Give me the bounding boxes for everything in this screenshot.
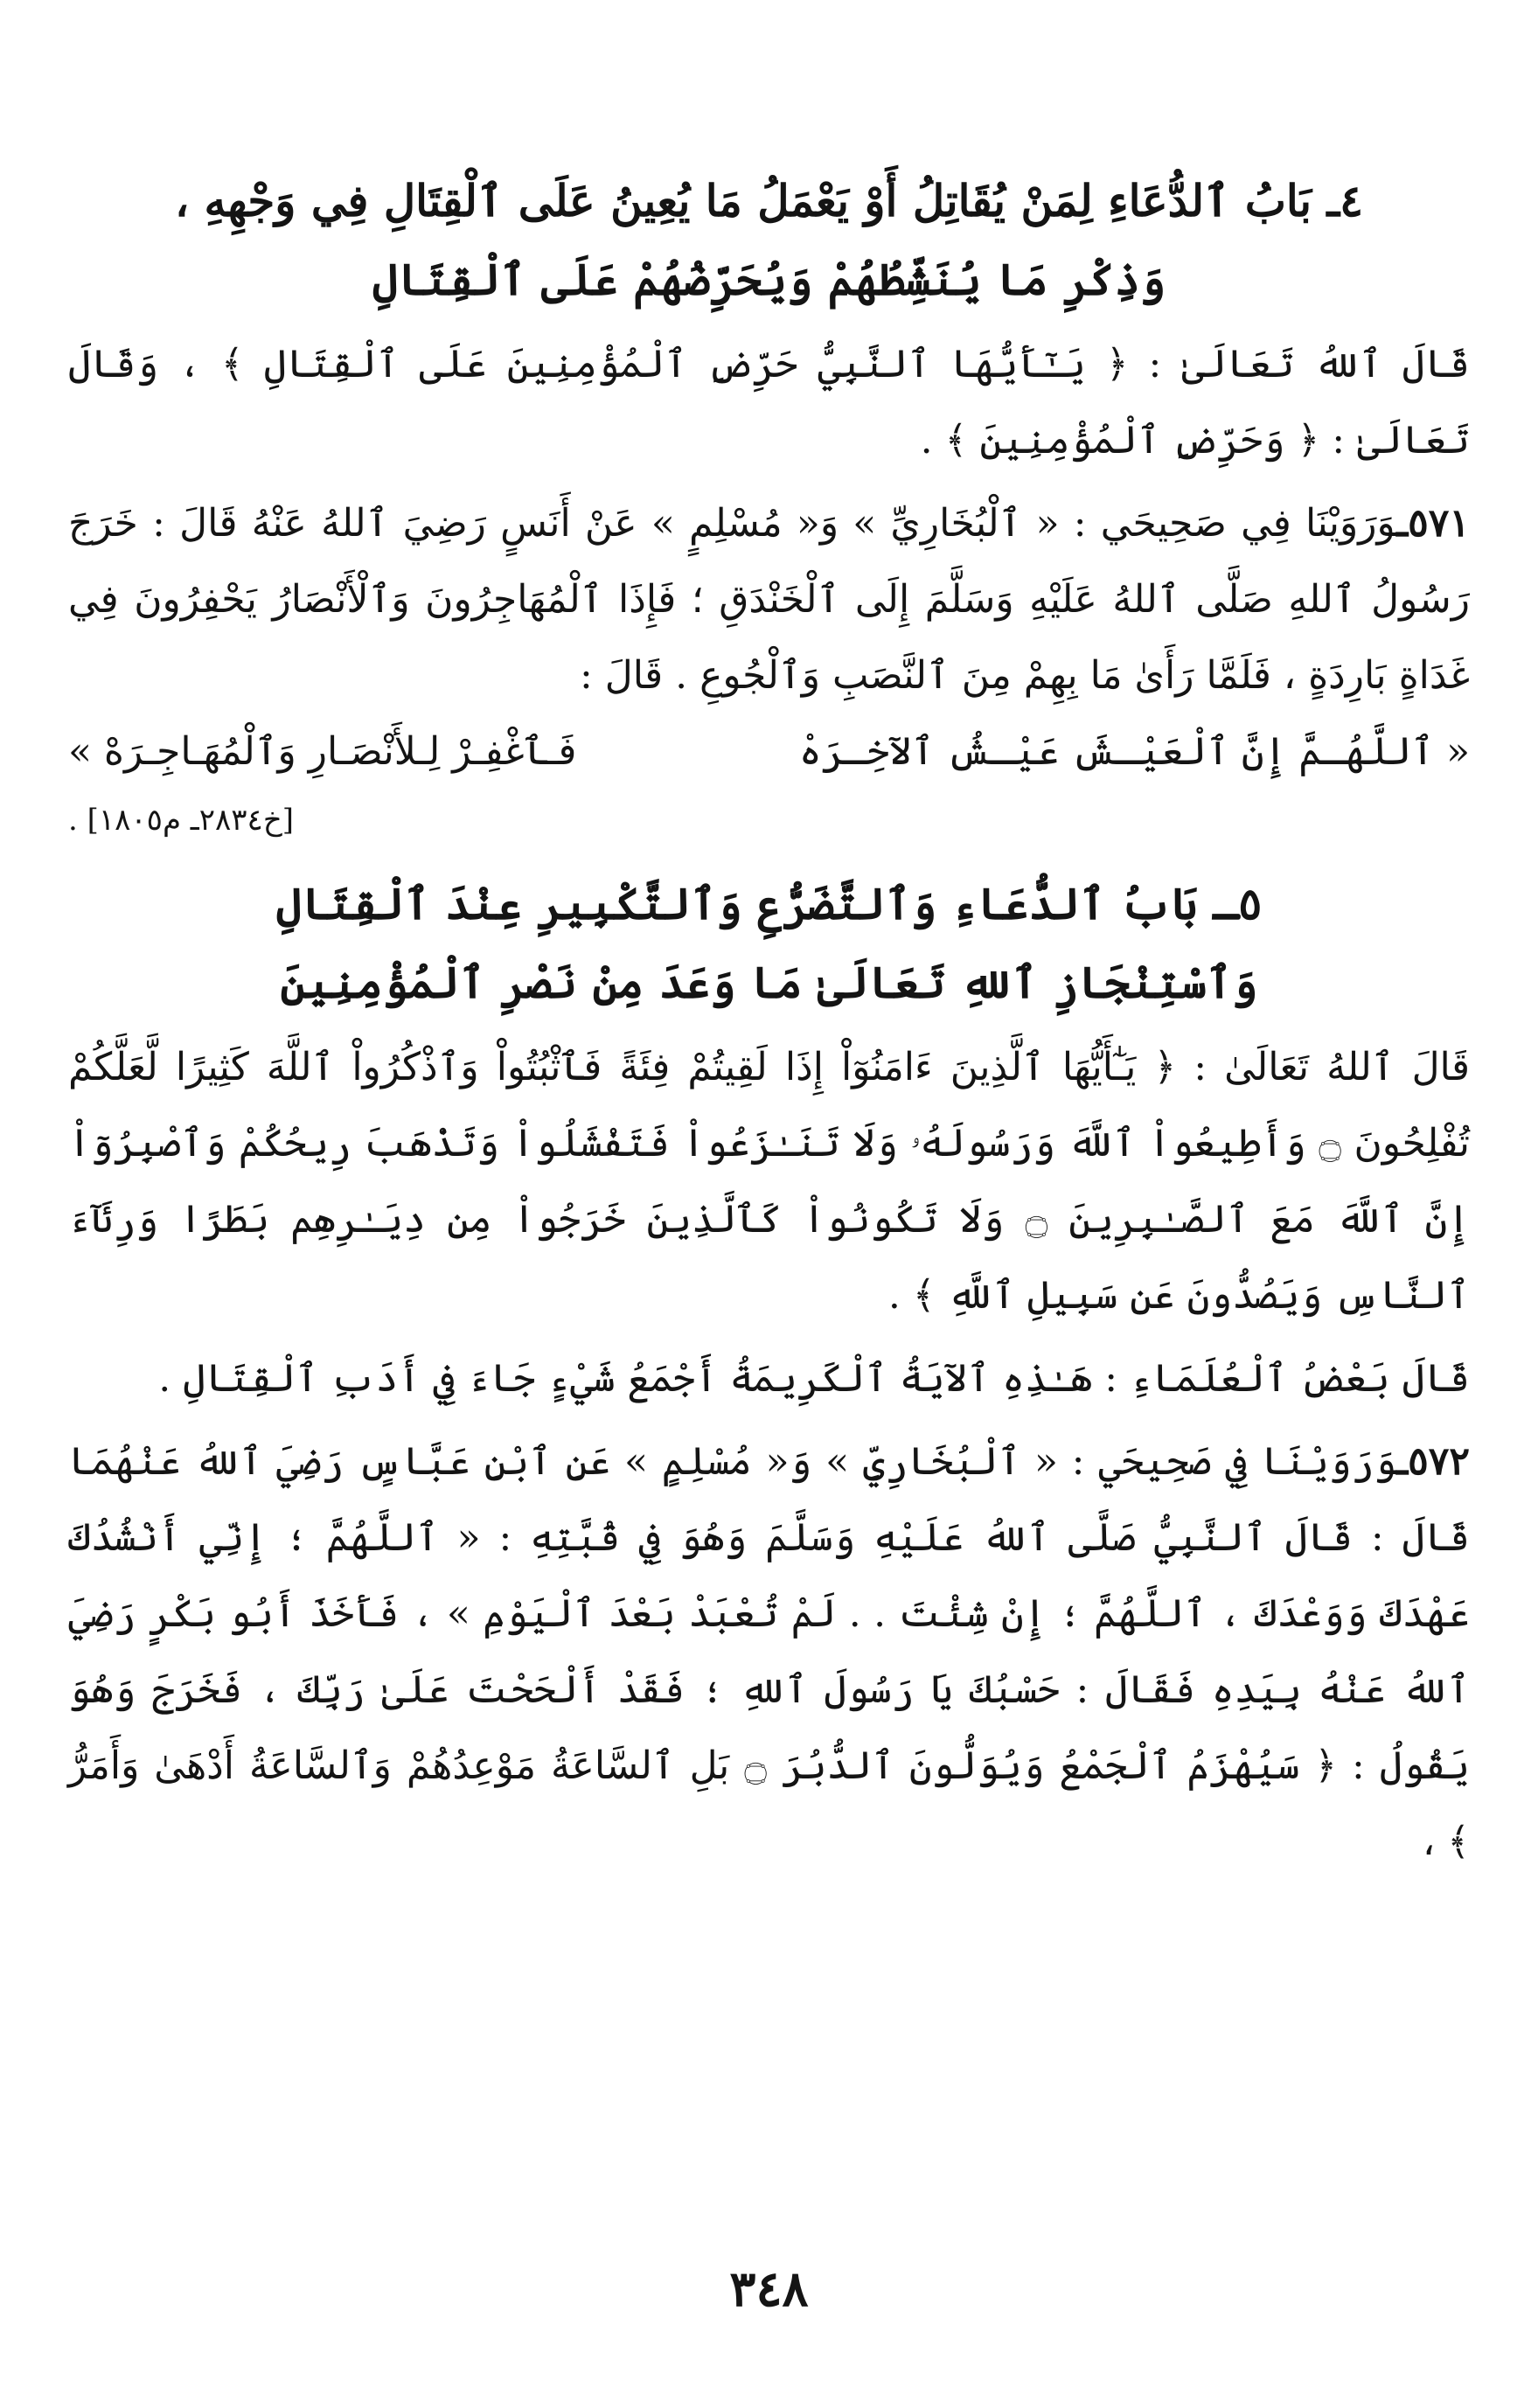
hadith-571-number: ٥٧١ـ (1396, 501, 1470, 546)
section-5-heading-line-2: وَٱسْتِنْجَازِ ٱللهِ تَعَالَىٰ مَا وَعَدَ مِنْ نَصْرِ ٱلْمُؤْمِنِينَ (280, 957, 1258, 1008)
scholar-remark-paragraph: قَالَ بَعْضُ ٱلْعُلَمَاءِ : هَـٰذِهِ ٱلآيَةُ ٱلْكَرِيمَةُ أَجْمَعُ شَيْءٍ جَاءَ فِي أَدَبِ ٱلْقِتَالِ . (158, 1356, 1470, 1401)
hadith-572-text: وَرَوَيْنَا فِي صَحِيحَي : « ٱلْبُخَارِيِّ » وَ« مُسْلِمٍ » عَنِ ٱبْنِ عَبَّاسٍ رَضِيَ ٱللهُ عَنْهُمَا قَالَ : قَالَ ٱلنَّبِيُّ صَلَّى ٱللهُ عَلَيْهِ وَسَلَّمَ وَهُوَ فِي قُبَّتِهِ : « ٱللَّهُمَّ ؛ إِنِّي أَنْشُدُكَ عَهْدَكَ وَوَعْدَكَ ، ٱللَّهُمَّ ؛ إِنْ شِئْتَ . . لَمْ تُعْبَدْ بَعْدَ ٱلْيَوْمِ » ، فَأَخَذَ أَبُو بَكْرٍ رَضِيَ ٱللهُ عَنْهُ بِيَدِهِ فَقَالَ : حَسْبُكَ يَا رَسُولَ ٱللهِ ؛ فَقَدْ أَلْحَحْتَ عَلَىٰ رَبِّكَ ، فَخَرَجَ وَهُوَ يَقُولُ : ﴿ سَيُهْزَمُ ٱلْجَمْعُ وَيُوَلُّونَ ٱلدُّبُرَ ۝ بَلِ ٱلسَّاعَةُ مَوْعِدُهُمْ وَٱلسَّاعَةُ أَدْهَىٰ وَأَمَرُّ ﴾ ، (68, 1439, 1470, 1864)
hadith-572-paragraph (68, 1423, 1470, 1880)
hadith-571-poem (68, 713, 1470, 790)
hadith-571-reference-row (68, 790, 1470, 851)
poem-second-hemistich: فَـٱغْفِـرْ لِـلأَنْصَـارِ وَٱلْمُهَـاجِـرَهْ » (68, 729, 577, 774)
section-4-heading-line-1: ٤ـ بَابُ ٱلدُّعَاءِ لِمَنْ يُقَاتِلُ أَوْ يَعْمَلُ مَا يُعِينُ عَلَى ٱلْقِتَالِ فِي وَجْهِهِ ، (174, 175, 1363, 226)
hadith-572-number: ٥٧٢ـ (1396, 1439, 1470, 1484)
poem-first-hemistich: « ٱللَّهُـمَّ إِنَّ ٱلْعَيْـشَ عَيْـشُ ٱلآخِـرَهْ (798, 729, 1470, 774)
page-number: ٣٤٨ (729, 2260, 809, 2318)
section-5-heading-line-1: ٥ـ بَابُ ٱلدُّعَاءِ وَٱلتَّضَرُّعِ وَٱلتَّكْبِيرِ عِنْدَ ٱلْقِتَالِ (275, 878, 1263, 929)
section-4-quran-paragraph: قَالَ ٱللهُ تَعَالَىٰ : ﴿ يَـٰٓأَيُّهَا ٱلنَّبِيُّ حَرِّضِ ٱلْمُؤْمِنِينَ عَلَى ٱلْقِتَالِ ﴾ ، وَقَالَ تَعَالَىٰ : ﴿ وَحَرِّضِ ٱلْمُؤْمِنِينَ ﴾ . (68, 342, 1470, 463)
section-4-heading-line-2: وَذِكْرِ مَا يُنَشِّطُهُمْ وَيُحَرِّضُهُمْ عَلَى ٱلْقِتَالِ (372, 254, 1166, 305)
section-5-quran-paragraph: قَالَ ٱللهُ تَعَالَىٰ : ﴿ يَـٰٓأَيُّهَا ٱلَّذِينَ ءَامَنُوٓاْ إِذَا لَقِيتُمْ فِئَةً فَٱثْبُتُواْ وَٱذْكُرُواْ ٱللَّهَ كَثِيرًا لَّعَلَّكُمْ تُفْلِحُونَ ۝ وَأَطِيعُواْ ٱللَّهَ وَرَسُولَهُۥ وَلَا تَنَـٰزَعُواْ فَتَفْشَلُواْ وَتَذْهَبَ رِيحُكُمْ وَٱصْبِرُوٓاْ إِنَّ ٱللَّهَ مَعَ ٱلصَّـٰبِرِينَ ۝ وَلَا تَكُونُواْ كَٱلَّذِينَ خَرَجُواْ مِن دِيَـٰرِهِم بَطَرًا وَرِئَآءَ ٱلنَّاسِ وَيَصُدُّونَ عَن سَبِيلِ ٱللَّهِ ﴾ . (68, 1045, 1471, 1318)
hadith-571-reference: [خ٢٨٣٤ـ م١٨٠٥] . (68, 803, 295, 838)
section-4-heading (68, 162, 1470, 319)
hadith-571-paragraph (68, 485, 1470, 713)
section-5-heading (68, 865, 1470, 1022)
hadith-571-text: وَرَوَيْنَا فِي صَحِيحَي : « ٱلْبُخَارِيِّ » وَ« مُسْلِمٍ » عَنْ أَنَسٍ رَضِيَ ٱللهُ عَنْهُ قَالَ : خَرَجَ رَسُولُ ٱللهِ صَلَّى ٱللهُ عَلَيْهِ وَسَلَّمَ إِلَى ٱلْخَنْدَقِ ؛ فَإِذَا ٱلْمُهَاجِرُونَ وَٱلْأَنْصَارُ يَحْفِرُونَ فِي غَدَاةٍ بَارِدَةٍ ، فَلَمَّا رَأَىٰ مَا بِهِمْ مِنَ ٱلنَّصَبِ وَٱلْجُوعِ . قَالَ : (68, 501, 1470, 698)
